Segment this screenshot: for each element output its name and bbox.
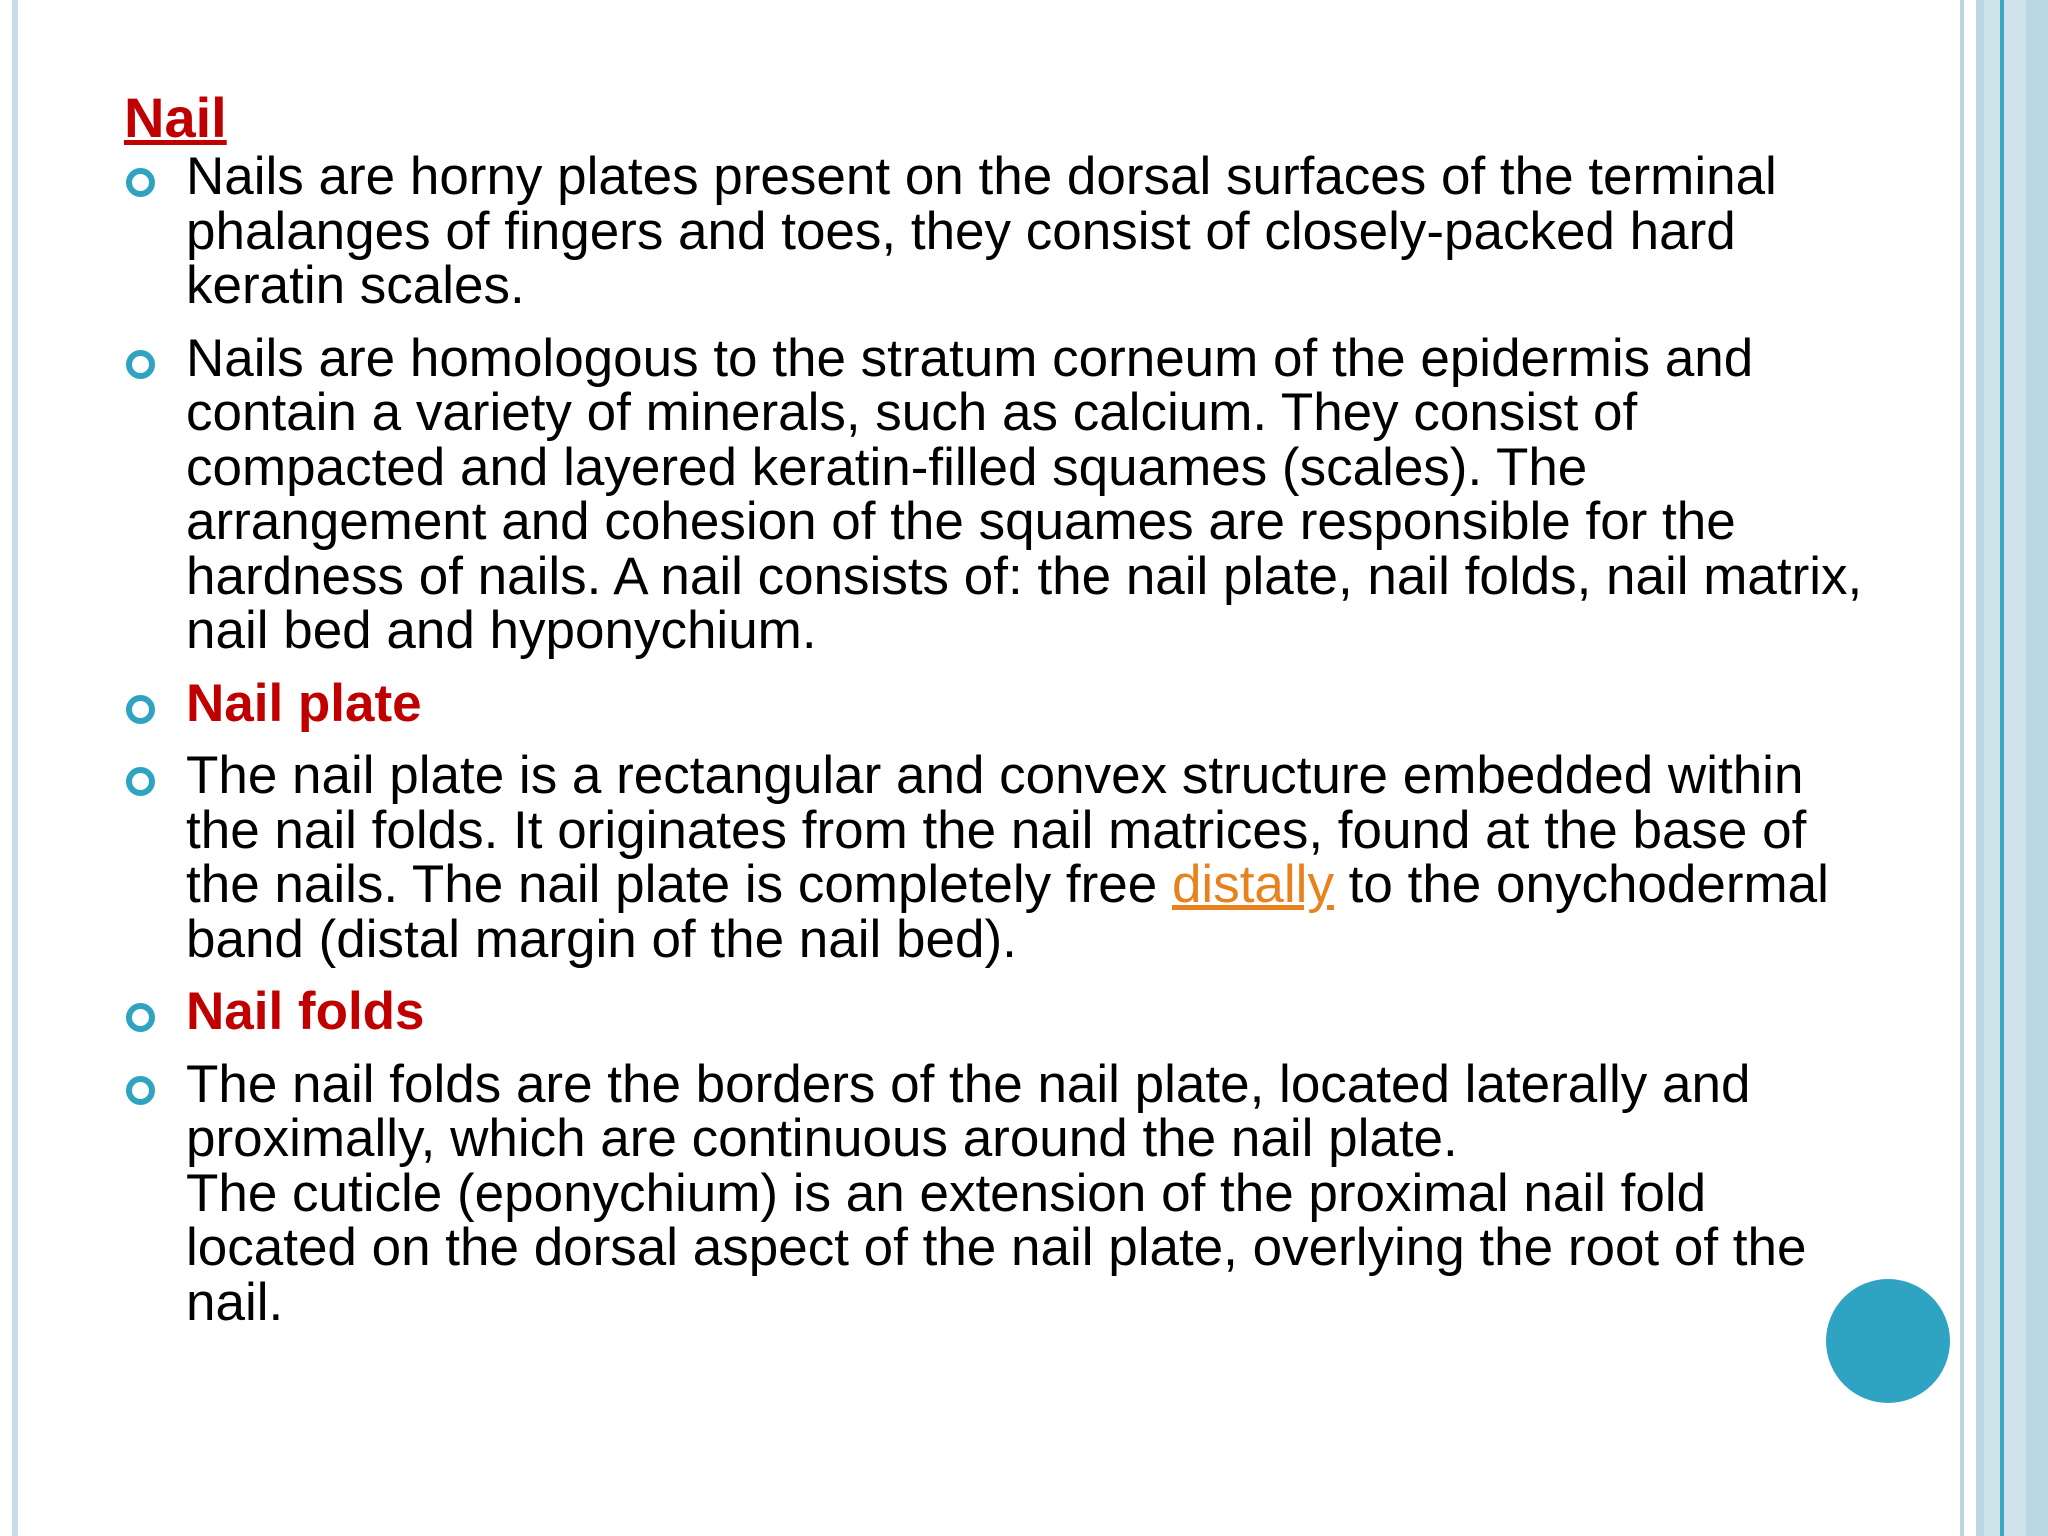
section-heading-nail-folds: Nail folds — [186, 982, 425, 1041]
right-border-stripe — [2004, 0, 2026, 1536]
bullet-circle-icon — [126, 350, 155, 379]
bullet-text: Nails are homologous to the stratum corneum of the epidermis and contain a variety of minerals, such as calcium. They consist of compacted and layered keratin-filled squames (scales). The arrangement and cohesion of the squames are responsible for the hardness of nails. A nail consists of: the nail plate, nail folds, nail matrix, nail bed and hyponychium. — [186, 328, 1863, 660]
bullet-circle-icon — [126, 168, 155, 197]
bullet-list — [124, 147, 1884, 1332]
bullet-circle-icon — [126, 1003, 155, 1032]
bullet-text-line1: The nail folds are the borders of the nail plate, located laterally and proximally, which are continuous around the nail plate. — [186, 1054, 1751, 1168]
bullet-text-before-link: The nail plate is a rectangular and convex structure embedded within the nail folds. It originates from the nail matrices, found at the base of the nails. The nail plate is completely free — [186, 746, 1807, 914]
bullet-circle-icon — [126, 695, 155, 724]
bullet-text-after-link: to the onychodermal band (distal margin of the nail bed). — [186, 855, 1829, 969]
left-border-line — [12, 0, 18, 1536]
right-border-stripe — [1984, 0, 2000, 1536]
bullet-item-heading — [124, 673, 1884, 733]
bullet-item — [124, 147, 1884, 315]
bullet-item — [124, 328, 1884, 660]
bullet-item-heading — [124, 982, 1884, 1041]
section-heading-nail-plate: Nail plate — [186, 673, 422, 733]
right-border-stripe — [1964, 0, 1976, 1536]
distally-link[interactable]: distally — [1171, 855, 1334, 914]
bullet-item — [124, 746, 1884, 969]
slide-content — [124, 86, 1884, 1330]
right-border-stripe — [2026, 0, 2048, 1536]
bullet-item — [124, 1054, 1884, 1332]
bullet-text-line2: The cuticle (eponychium) is an extension of the proximal nail fold located on the dorsal aspect of the nail plate, overlying the root of the nail. — [186, 1163, 1807, 1332]
bullet-circle-icon — [126, 1076, 155, 1105]
bullet-text: Nails are horny plates present on the dorsal surfaces of the terminal phalanges of fingers and toes, they consist of closely-packed hard keratin scales. — [186, 147, 1777, 315]
right-border-stripe — [1976, 0, 1984, 1536]
bullet-circle-icon — [126, 767, 155, 796]
slide-title: Nail — [124, 86, 227, 149]
